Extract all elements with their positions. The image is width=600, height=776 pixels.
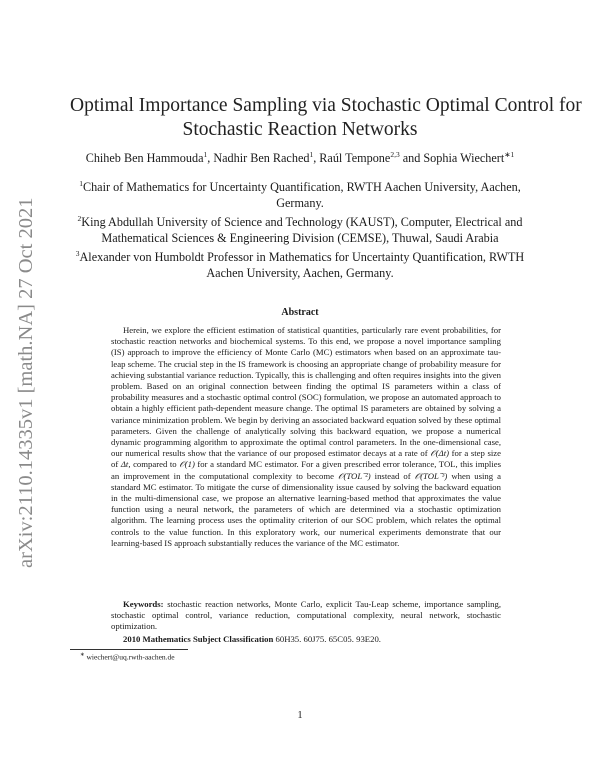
footnote-email: wiechert@uq.rwth-aachen.de (86, 652, 175, 662)
paper-title (70, 94, 582, 142)
math-inline: 𝒪(Δt) (430, 448, 450, 459)
abstract-text: Herein, we explore the efficient estimation of statistical quantities, particularly rare event probabilities, for stochastic reaction networks and biochemical systems. To this end, we propose a novel importance sampling (IS) approach to improve the efficiency of Monte Carlo (MC) estimators when based on an approximate tau-leap scheme. The crucial step in the IS framework is choosing an appropriate change of probability measure for achieving substantial variance reduction. Typically, this is challenging and often requires insights into the given problem. Based on an original connection between finding the optimal IS parameters within a class of probability measures and a stochastic optimal control (SOC) formulation, we propose an automated approach to obtain a highly efficient path-dependent measure change. The optimal IS parameters are obtained by solving a variance minimization problem. We begin by deriving an associated backward equation solved by these optimal parameters. Given the challenge of analytically solving this backward equation, we propose a numerical dynamic programming algorithm to approximate the optimal control parameters. In the one-dimensional case, our numerical results show that the variance of our proposed estimator decays at a rate of 𝒪(Δt) for a step size of Δt, compared to 𝒪(1) for a standard MC estimator. For a given prescribed error tolerance, TOL, this implies an improvement in the computational complexity to become 𝒪(TOL⁻²) instead of 𝒪(TOL⁻³) when using a standard MC estimator. To mitigate the curse of dimensionality issue caused by solving the backward equation in the multi-dimensional case, we propose an alternative learning-based method that approximates the value function using a neural network, the parameters of which are determined via a stochastic optimization algorithm. The learning process uses the optimality criterion of our SOC problem, which relates the optimal controls to the value function. In this exploratory work, our numerical experiments demonstrate that our learning-based IS approach substantially reduces the variance of the MC estimator. (111, 325, 501, 548)
affiliation-item: $^2$King Abdullah University of Science and Technology (KAUST), Computer, Electrical and Mathematical Sciences & Engineering Division (CEMSE), Thuwal, Saudi Arabia (77, 214, 523, 246)
author-affiliation-mark: 1 (309, 150, 314, 159)
affiliation-list (60, 176, 540, 281)
author-affiliation-mark: ∗1 (504, 150, 515, 159)
title-line-2: Stochastic Reaction Networks (182, 119, 418, 140)
math-inline: Δt (120, 459, 129, 470)
author-affiliation-mark: 1 (203, 150, 208, 159)
math-inline: 𝒪(1) (179, 459, 195, 470)
keywords-paragraph (111, 599, 501, 633)
msc-label: 2010 Mathematics Subject Classification (123, 634, 274, 644)
author-affiliation-mark: 2,3 (390, 150, 400, 159)
math-inline: 𝒪(TOL⁻³) (414, 470, 448, 481)
abstract-heading: Abstract (281, 307, 319, 318)
author-name: Nadhir Ben Rached (213, 151, 310, 166)
affiliation-item: $^1$Chair of Mathematics for Uncertainty Quantification, RWTH Aachen University, Aachen, Germany. (79, 179, 521, 211)
page-number: 1 (297, 710, 303, 721)
author-name: Sophia Wiechert (423, 151, 505, 166)
title-line-1: Optimal Importance Sampling via Stochastic Optimal Control for (70, 95, 582, 116)
keywords-label: Keywords: (123, 599, 164, 609)
author-list: Chiheb Ben Hammouda$^1$, Nadhir Ben Rached$^1$, Raúl Tempone$^{2,3}$ and Sophia Wiechert$^{∗1}$ (85, 150, 515, 166)
author-name: Raúl Tempone (319, 151, 391, 166)
keywords-text: stochastic reaction networks, Monte Carlo, explicit Tau-Leap scheme, importance sampling, stochastic optimal control, variance reduction, computational complexity, neural network, stochastic optimization. (111, 599, 501, 632)
footnote-mark: ∗ (80, 652, 85, 658)
footnote-divider (70, 649, 188, 650)
arxiv-identifier-stamp (6, 160, 40, 570)
affiliation-item: $^3$Alexander von Humboldt Professor in Mathematics for Uncertainty Quantification, RWTH Aachen University, Aachen, Germany. (75, 249, 525, 281)
arxiv-identifier-text: arXiv:2110.14335v1 [math.NA] 27 Oct 2021 (15, 197, 37, 568)
author-name: Chiheb Ben Hammouda (85, 151, 204, 166)
footnote (80, 652, 175, 662)
math-inline: 𝒪(TOL⁻²) (338, 470, 371, 481)
msc-classification (111, 634, 501, 645)
msc-codes: 60H35. 60J75. 65C05. 93E20. (273, 634, 381, 644)
